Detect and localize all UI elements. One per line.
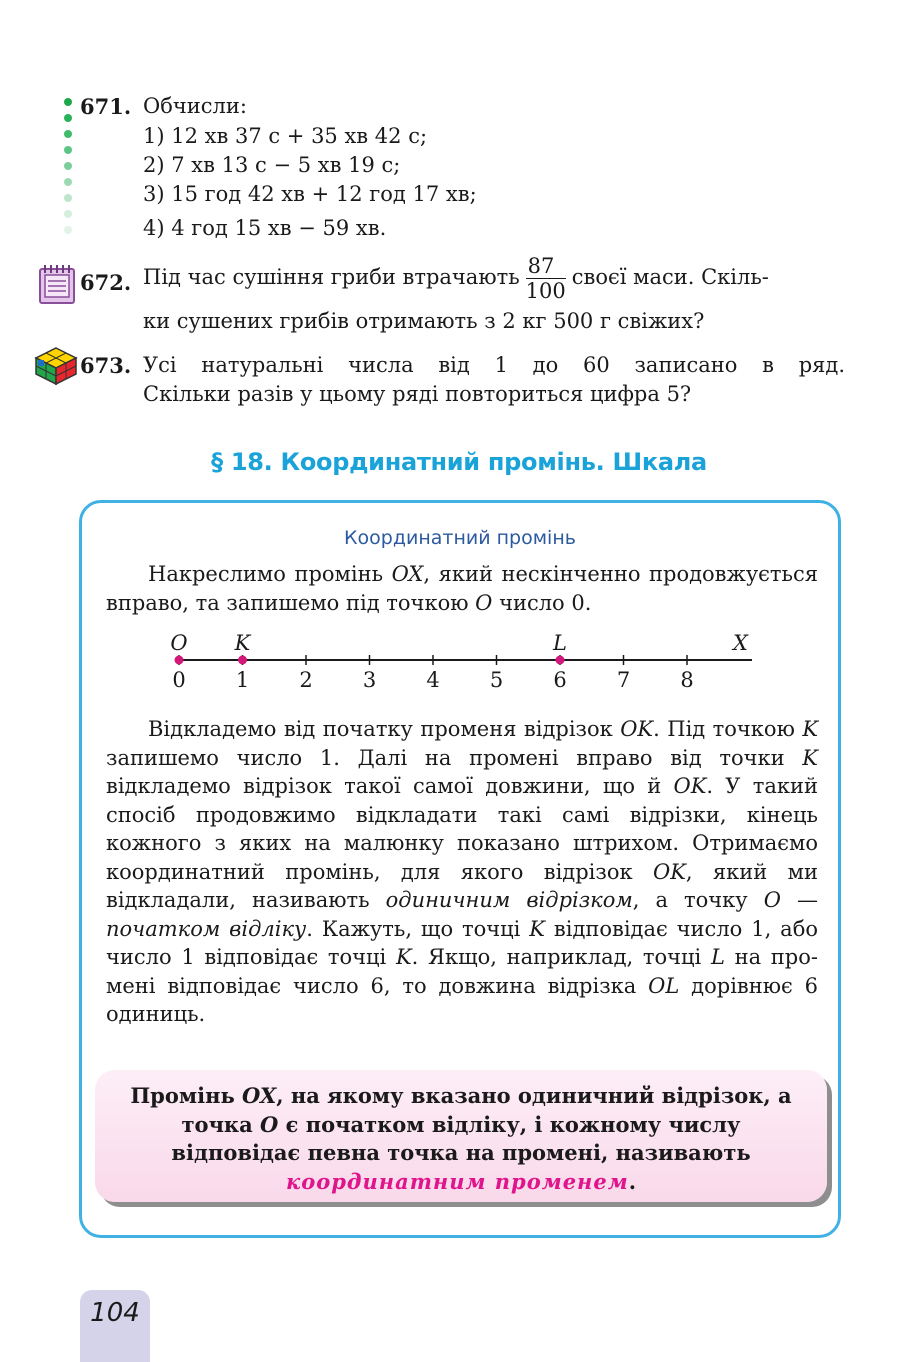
- italic-term: OX: [391, 562, 424, 586]
- body-paragraph: [106, 715, 818, 1029]
- italic-term: одиничним відрізком: [385, 888, 633, 912]
- text-run: .: [628, 1168, 636, 1194]
- point-label: K: [234, 631, 251, 655]
- text-run: відповідає число 1, або число 1 відповідає точці: [106, 916, 818, 969]
- point-label: L: [553, 631, 567, 655]
- task-line: Під час сушіння гриби втрачають $\frac{87}{100}$ своєї маси. Скіль-: [143, 254, 769, 303]
- italic-term: K: [529, 916, 545, 941]
- tick-label: 4: [426, 668, 440, 692]
- task-item: 4) 4 год 15 хв − 59 хв.: [143, 216, 387, 240]
- text-run: Накреслимо промінь: [148, 562, 392, 586]
- definition-box: [95, 1070, 827, 1202]
- ray-point: [556, 656, 565, 665]
- definition-text: [130, 1083, 791, 1194]
- text-run: дорівнює 6 одиниць.: [106, 973, 818, 1026]
- task-line: ки сушених грибів отримають з 2 кг 500 г свіжих?: [143, 309, 705, 333]
- text-run: відкладемо відрізок такої самої довжини, що й: [106, 774, 674, 798]
- task-673: [80, 351, 845, 409]
- text-run: запишемо число 1. Далі на промені вправо від точки: [106, 745, 803, 770]
- text-run: , на якому вказано одиничний відрізок, а точка: [181, 1083, 792, 1137]
- tick-label: 0: [172, 668, 186, 692]
- highlighted-term: координатним променем: [286, 1168, 629, 1194]
- text-run: , який нескінченно продовжується вправо, та запишемо під точкою: [106, 562, 818, 615]
- italic-term: O: [475, 590, 493, 615]
- italic-term: OX: [242, 1083, 277, 1108]
- tick-label: 3: [362, 668, 377, 692]
- text-run: . Якщо, наприклад, точці: [411, 945, 711, 969]
- ray-point: [238, 656, 247, 665]
- fraction: $\frac{87}{100}$: [525, 254, 566, 303]
- task-item: 2) 7 хв 13 с − 5 хв 19 с;: [143, 153, 401, 177]
- tick-label: 5: [489, 668, 504, 692]
- page-number-tab: [80, 1290, 150, 1362]
- text-run: . Під точкою: [653, 717, 803, 741]
- task-line: Скільки разів у цьому ряді повториться цифра 5?: [143, 382, 692, 406]
- italic-term: OK: [652, 859, 686, 884]
- point-label: X: [733, 631, 748, 655]
- task-item: 1) 12 хв 37 с + 35 хв 42 с;: [143, 124, 428, 148]
- italic-term: K: [395, 945, 412, 969]
- body-text: [106, 717, 818, 1026]
- text-run: є початком відліку, і кожному числу відповідає певна точка на промені, називають: [171, 1111, 751, 1165]
- task-item: 3) 15 год 42 хв + 12 год 17 хв;: [143, 182, 477, 206]
- italic-term: початком відліку: [106, 916, 307, 941]
- task-number: 672.: [80, 270, 132, 295]
- text-run: Відкладемо від початку променя відрізок: [148, 717, 621, 741]
- text-run: Промінь: [130, 1083, 243, 1108]
- tick-label: 8: [680, 668, 694, 692]
- tick-label: 2: [299, 668, 313, 692]
- page-number: 104: [90, 1298, 140, 1328]
- italic-term: K: [802, 717, 819, 741]
- task-prompt: Обчисли:: [143, 94, 247, 118]
- italic-term: OK: [620, 717, 654, 741]
- ray-point: [175, 656, 184, 665]
- task-line: Усі натуральні числа від 1 до 60 записано в ряд.: [143, 353, 845, 377]
- text-run: на промені відповідає число 6, то довжина відрізка: [106, 945, 818, 998]
- italic-term: O: [260, 1111, 279, 1137]
- section-title: § 18. Координатний промінь. Шкала: [211, 448, 707, 476]
- task-number: 673.: [80, 353, 132, 378]
- italic-term: L: [710, 945, 725, 969]
- task-671: [80, 92, 845, 243]
- text-run: число 0.: [492, 590, 592, 615]
- italic-term: OK: [673, 774, 707, 798]
- rubik-cube-icon: [34, 346, 78, 386]
- italic-term: O: [763, 888, 781, 912]
- italic-term: K: [802, 745, 818, 770]
- green-dots-icon: [64, 98, 74, 242]
- text-run: . Кажуть, що точці: [306, 916, 530, 941]
- box-heading: Координатний промінь: [344, 527, 576, 549]
- italic-term: OL: [648, 973, 680, 998]
- task-672: [80, 254, 845, 336]
- tick-label: 6: [553, 668, 567, 692]
- point-label: O: [170, 631, 188, 655]
- tick-label: 1: [235, 668, 250, 692]
- task-number: 671.: [80, 94, 132, 119]
- text-run: —: [780, 888, 818, 912]
- text-run: , а точку: [632, 888, 764, 912]
- tick-label: 7: [616, 668, 631, 692]
- notebook-icon: [38, 263, 76, 305]
- intro-paragraph: [106, 560, 818, 617]
- intro-text: [106, 562, 818, 615]
- coordinate-ray: [80, 625, 780, 695]
- text-run: , який ми відкладали, називають: [106, 859, 818, 912]
- text-run: . У такий спосіб продовжимо відкладати такі самі відрізки, кінець кожного з яких на малюнку показано штрихом. Отримаємо координатний промінь, для якого відрізок: [106, 774, 818, 884]
